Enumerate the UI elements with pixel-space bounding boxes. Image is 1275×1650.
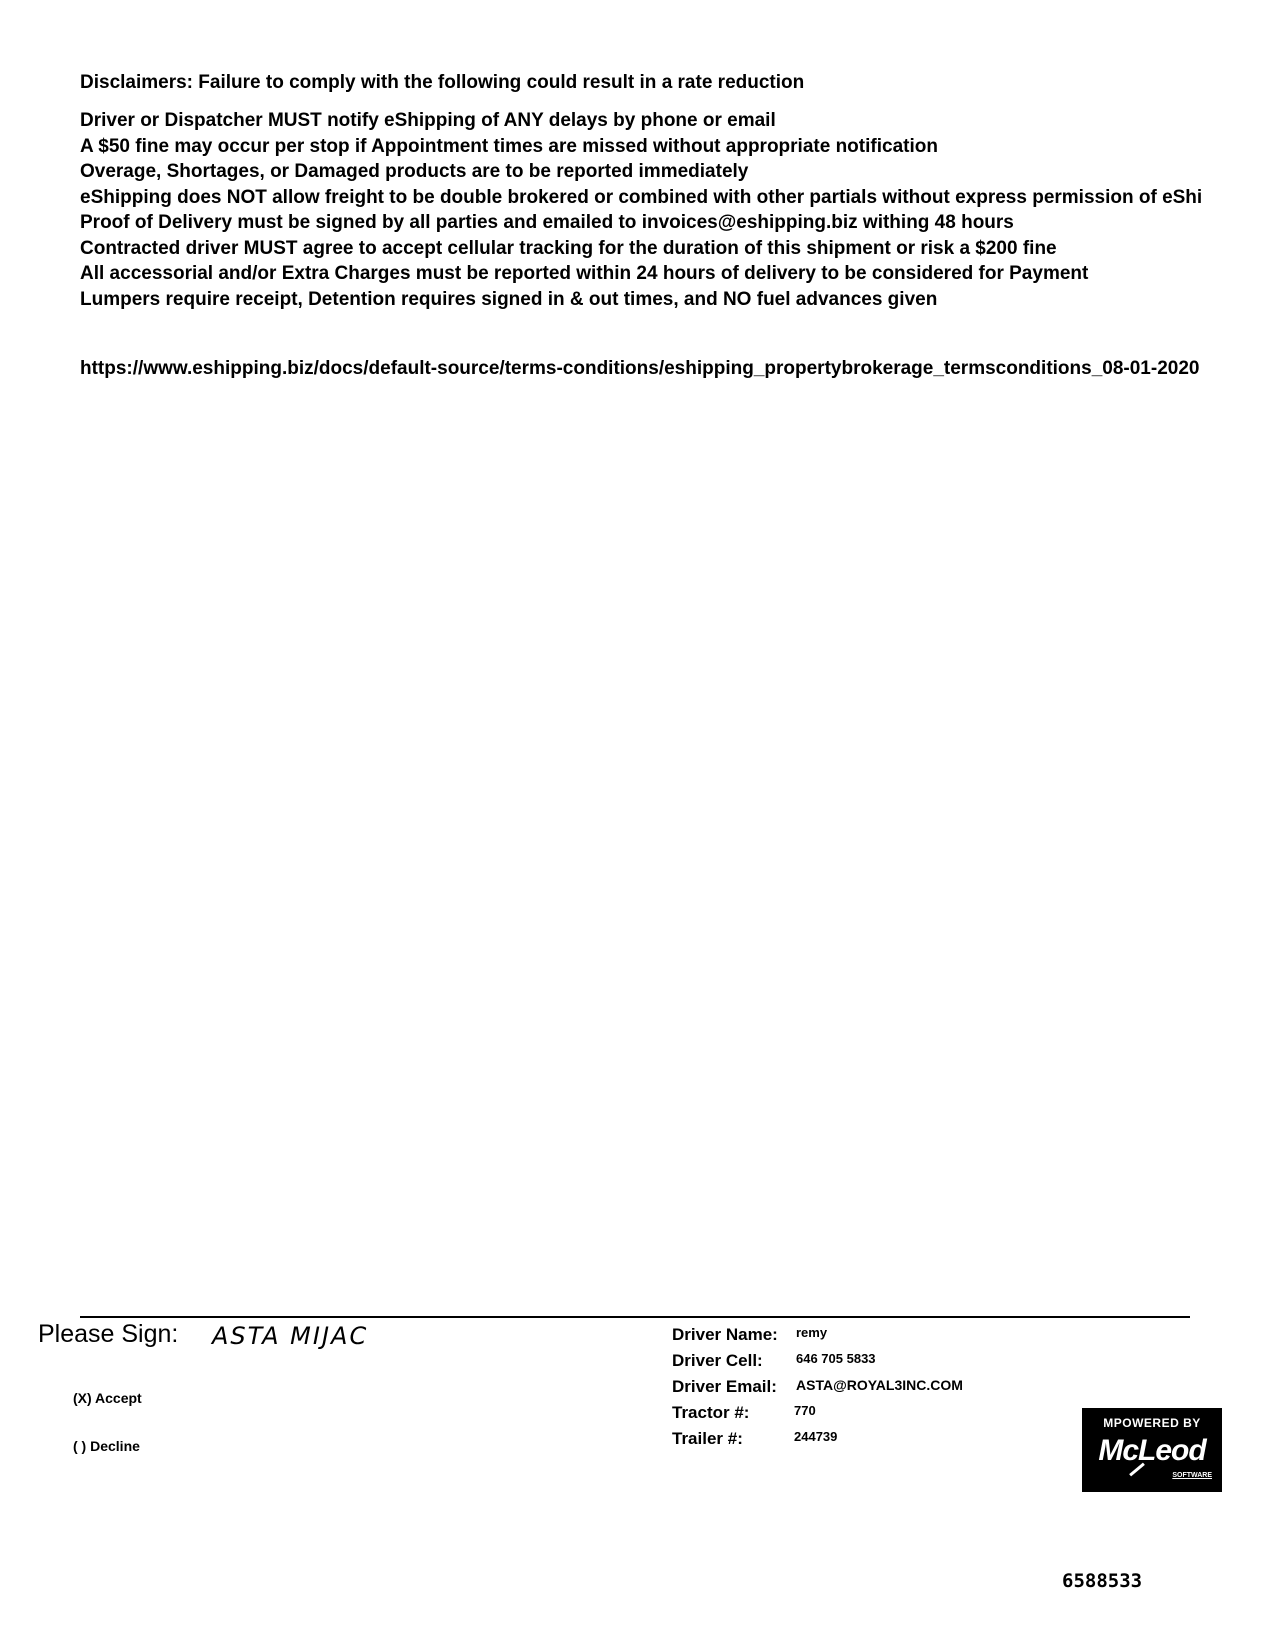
terms-url: https://www.eshipping.biz/docs/default-source/terms-conditions/eshipping_propertybrokerage_termsconditions_08-01-2020 <box>80 358 1200 379</box>
trailer-label: Trailer #: <box>672 1429 743 1448</box>
disclaimer-item: Overage, Shortages, or Damaged products are to be reported immediately <box>80 161 749 182</box>
driver-cell-label: Driver Cell: <box>672 1351 763 1370</box>
accept-option: (X) Accept <box>73 1390 142 1406</box>
driver-email-label: Driver Email: <box>672 1377 777 1396</box>
logo-brand: McLeod <box>1098 1434 1206 1467</box>
signature-value: ASTA MIJAC <box>212 1322 369 1350</box>
tractor-label: Tractor #: <box>672 1403 750 1422</box>
disclaimer-item: Proof of Delivery must be signed by all parties and emailed to invoices@eshipping.biz withing 48 hours <box>80 212 1014 233</box>
disclaimer-list <box>80 108 1202 312</box>
driver-name-value: remy <box>796 1325 828 1340</box>
driver-email-value: ASTA@ROYAL3INC.COM <box>796 1377 963 1393</box>
signature-divider <box>80 1316 1190 1318</box>
disclaimer-item: A $50 fine may occur per stop if Appointment times are missed without appropriate notification <box>80 135 938 157</box>
mcleod-logo <box>1082 1408 1222 1492</box>
tractor-value: 770 <box>794 1403 816 1418</box>
trailer-value: 244739 <box>794 1429 838 1444</box>
driver-name-label: Driver Name: <box>672 1325 778 1344</box>
disclaimer-item: All accessorial and/or Extra Charges must be reported within 24 hours of delivery to be considered for Payment <box>80 263 1089 284</box>
decline-option: ( ) Decline <box>73 1438 140 1454</box>
disclaimer-title: Disclaimers: Failure to comply with the following could result in a rate reduction <box>80 72 805 93</box>
driver-cell-value: 646 705 5833 <box>796 1351 876 1366</box>
disclaimer-item: Driver or Dispatcher MUST notify eShipping of ANY delays by phone or email <box>80 110 776 131</box>
disclaimer-item: eShipping does NOT allow freight to be double brokered or combined with other partials without express permission of eShi <box>80 186 1203 208</box>
disclaimer-item: Lumpers require receipt, Detention requires signed in & out times, and NO fuel advances given <box>80 288 938 310</box>
logo-powered-by: MPOWERED BY <box>1103 1416 1201 1430</box>
please-sign-label: Please Sign: <box>38 1320 179 1348</box>
logo-software: SOFTWARE <box>1172 1472 1212 1479</box>
document-number: 6588533 <box>1062 1570 1143 1592</box>
disclaimer-item: Contracted driver MUST agree to accept cellular tracking for the duration of this shipment or risk a $200 fine <box>80 237 1057 259</box>
